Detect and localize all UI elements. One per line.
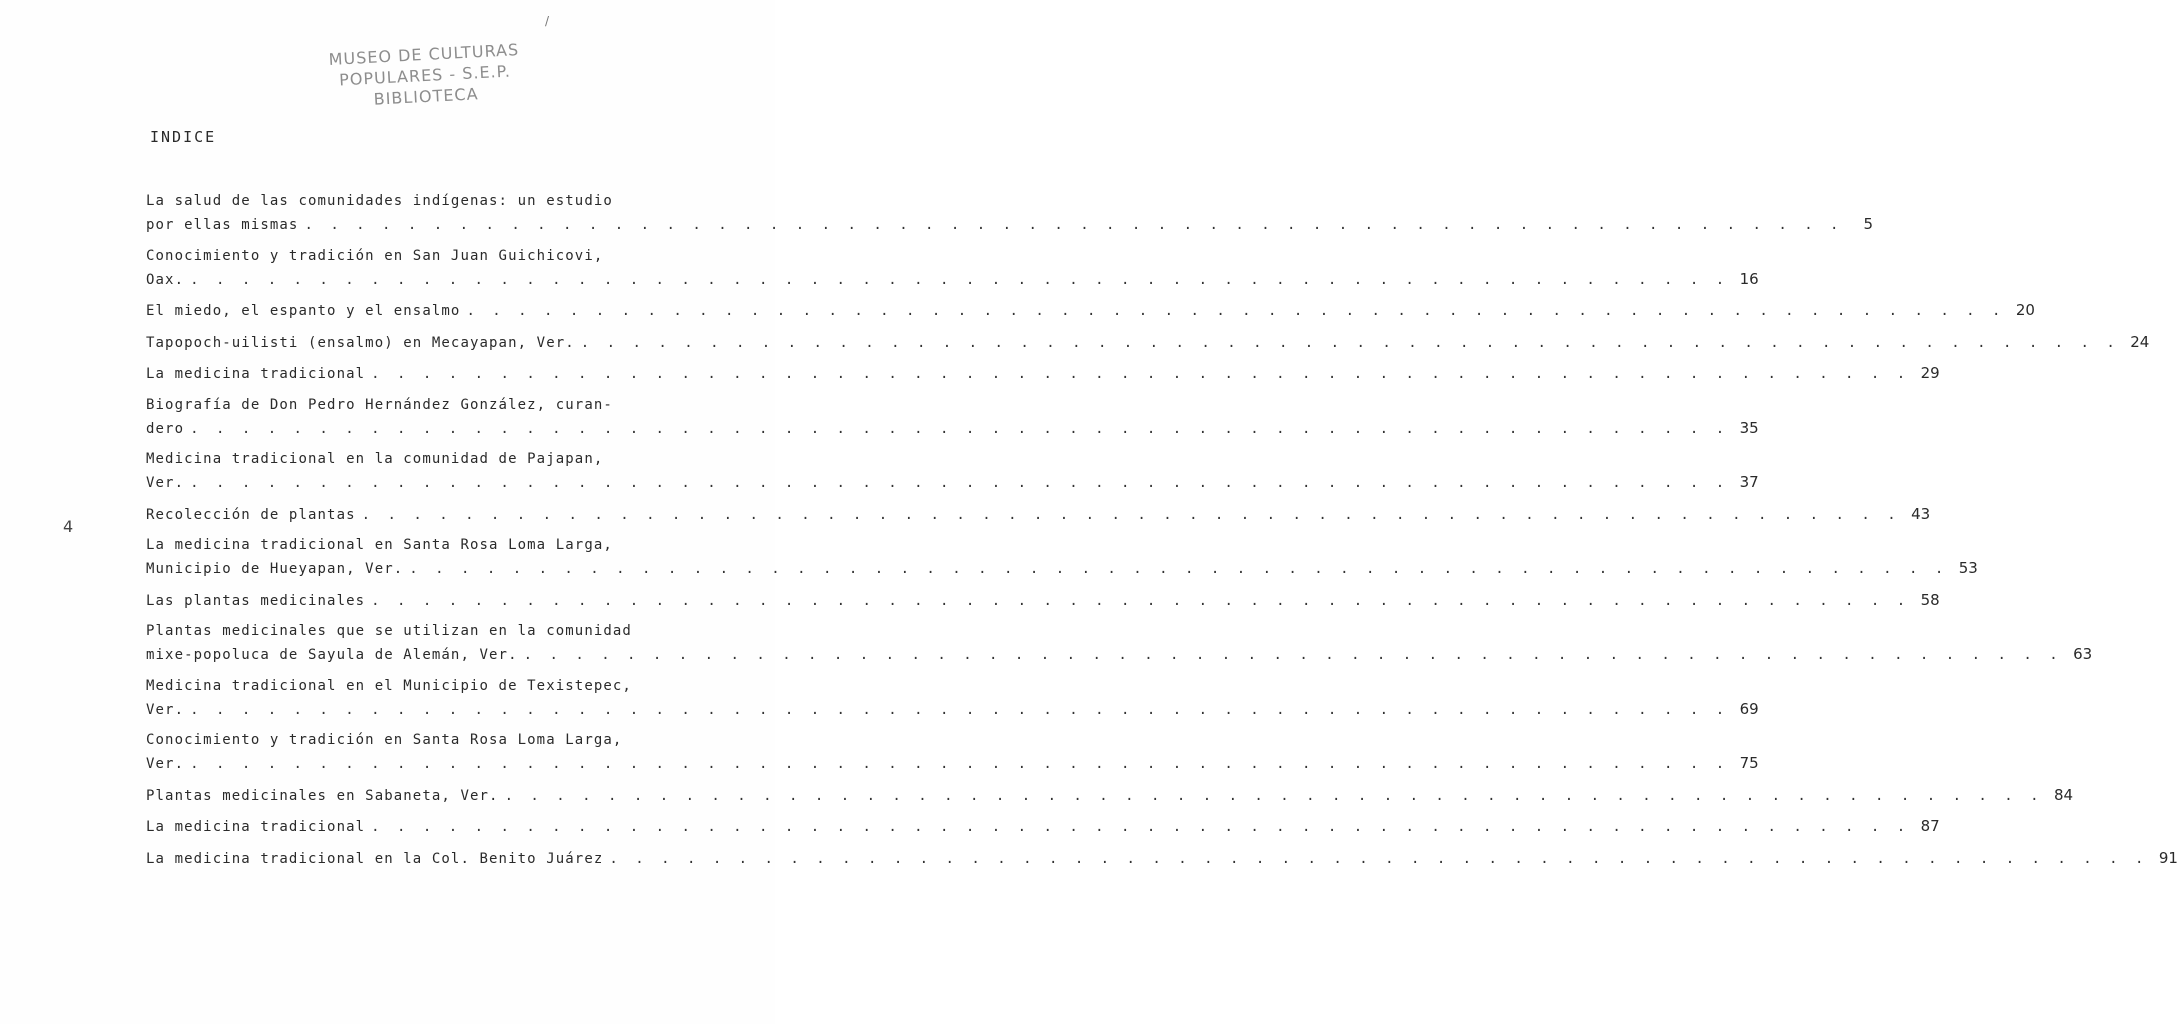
toc-entry-leader-line <box>146 643 2093 666</box>
toc-entry-title: La medicina tradicional <box>146 366 366 382</box>
toc-entry-title: Ver. <box>146 756 185 772</box>
toc-entry-leader-line <box>146 213 1873 236</box>
toc-entry-title-line <box>146 245 714 268</box>
toc-entry-title: Plantas medicinales que se utilizan en la comunidad <box>146 623 632 639</box>
toc-entry-title: La medicina tradicional <box>146 819 366 835</box>
toc-entry-page-number: 5 <box>1863 215 1873 233</box>
toc-entry-leader-line <box>146 362 1940 385</box>
toc-entry <box>146 675 1759 721</box>
toc-entry-title-line <box>146 448 714 471</box>
toc-entry-title-line <box>146 620 714 643</box>
toc-entry-leader-line <box>146 847 2178 870</box>
toc-entry-title: Biografía de Don Pedro Hernández González, curan- <box>146 396 613 413</box>
toc-entry-title-line <box>146 190 714 213</box>
toc-entry <box>146 847 2178 870</box>
toc-entry-page-number: 24 <box>2130 332 2150 351</box>
stamp-line-3: BIBLIOTECA <box>373 84 479 109</box>
dot-leader: . . . . . . . . . . . . . . . . . . . . . . . . . . . . . . . . . . . . . . . . . . . . . . . . . . . . . . . . . . . . <box>409 561 1948 577</box>
toc-entry-leader-line <box>146 503 1931 526</box>
dot-leader: . . . . . . . . . . . . . . . . . . . . . . . . . . . . . . . . . . . . . . . . . . . . . . . . . . . . . . . . . . . . <box>609 850 2148 867</box>
toc-entry-page-number: 16 <box>1739 269 1759 288</box>
toc-entry-page-number: 53 <box>1958 559 1978 577</box>
toc-entry-leader-line <box>146 752 1759 775</box>
stamp-line-1: MUSEO DE CULTURAS <box>328 40 520 70</box>
toc-entry-title: Oax. <box>146 271 185 288</box>
dot-leader: . . . . . . . . . . . . . . . . . . . . . . . . . . . . . . . . . . . . . . . . . . . . . . . . . . . . . . . . . . . . <box>304 217 1843 233</box>
toc-entry <box>146 190 1873 236</box>
toc-entry <box>146 784 2074 807</box>
toc-entry <box>146 589 1940 612</box>
toc-entry-title: Medicina tradicional en el Municipio de Texistepec, <box>146 677 632 694</box>
dot-leader: . . . . . . . . . . . . . . . . . . . . . . . . . . . . . . . . . . . . . . . . . . . . . . . . . . . . . . . . . . . . <box>371 592 1910 609</box>
index-heading: INDICE <box>150 128 217 146</box>
toc-entry <box>146 620 2093 666</box>
toc-entry-page-number: 58 <box>1920 590 1940 609</box>
dot-leader: . . . . . . . . . . . . . . . . . . . . . . . . . . . . . . . . . . . . . . . . . . . . . . . . . . . . . . . . . . . . <box>523 647 2063 663</box>
pencil-mark: / <box>545 14 550 28</box>
toc-entry-leader-line <box>146 557 1978 580</box>
toc-entry-title-line <box>146 534 714 557</box>
toc-entry-title: Conocimiento y tradición en Santa Rosa Loma Larga, <box>146 732 623 748</box>
stamp-line-2: POPULARES - S.E.P. <box>338 61 512 90</box>
dot-leader: . . . . . . . . . . . . . . . . . . . . . . . . . . . . . . . . . . . . . . . . . . . . . . . . . . . . . . . . . . . . <box>371 819 1910 835</box>
toc-entry-page-number: 35 <box>1739 418 1759 437</box>
margin-page-mark: 4 <box>63 517 74 536</box>
toc-entry-leader-line <box>146 471 1759 494</box>
dot-leader: . . . . . . . . . . . . . . . . . . . . . . . . . . . . . . . . . . . . . . . . . . . . . . . . . . . . . . . . . . . . <box>504 787 2044 804</box>
dot-leader: . . . . . . . . . . . . . . . . . . . . . . . . . . . . . . . . . . . . . . . . . . . . . . . . . . . . . . . . . . . . <box>190 271 1729 288</box>
toc-entry-title: Plantas medicinales en Sabaneta, Ver. <box>146 787 499 804</box>
toc-entry-title: Ver. <box>146 475 185 491</box>
toc-entry-page-number: 29 <box>1920 364 1940 382</box>
dot-leader: . . . . . . . . . . . . . . . . . . . . . . . . . . . . . . . . . . . . . . . . . . . . . . . . . . . . . . . . . . . . <box>580 334 2120 351</box>
toc-entry <box>146 245 1759 291</box>
toc-entry-title: La medicina tradicional en la Col. Benito Juárez <box>146 850 604 867</box>
toc-entry <box>146 534 1978 580</box>
toc-entry <box>146 503 1931 526</box>
dot-leader: . . . . . . . . . . . . . . . . . . . . . . . . . . . . . . . . . . . . . . . . . . . . . . . . . . . . . . . . . . . . <box>190 475 1729 491</box>
toc-entry-leader-line <box>146 299 2035 322</box>
toc-entry-page-number: 37 <box>1739 473 1759 491</box>
toc-entry <box>146 448 1759 494</box>
toc-entry-title: Las plantas medicinales <box>146 592 366 609</box>
toc-entry-title: Medicina tradicional en la comunidad de Pajapan, <box>146 451 604 467</box>
toc-entry-title: Recolección de plantas <box>146 506 356 523</box>
toc-entry-leader-line <box>146 815 1940 838</box>
toc-entry-title: La salud de las comunidades indígenas: un estudio <box>146 193 613 209</box>
toc-entry <box>146 729 1759 775</box>
toc-entry-title: Tapopoch-uilisti (ensalmo) en Mecayapan, Ver. <box>146 334 575 351</box>
toc-entry <box>146 362 1940 385</box>
toc-entry-page-number: 87 <box>1920 817 1940 835</box>
toc-entry-title-line <box>146 675 714 698</box>
toc-entry-title: El miedo, el espanto y el ensalmo <box>146 303 461 319</box>
toc-entry-title-line <box>146 394 714 417</box>
toc-entry-page-number: 63 <box>2073 645 2093 663</box>
library-stamp <box>299 38 552 114</box>
toc-entry <box>146 299 2035 322</box>
toc-entry-title: dero <box>146 420 185 437</box>
toc-entry-leader-line <box>146 589 1940 612</box>
toc-entry-page-number: 43 <box>1911 504 1931 523</box>
toc-entry-page-number: 84 <box>2054 785 2074 804</box>
toc-entry-leader-line <box>146 268 1759 291</box>
toc-entry-page-number: 91 <box>2158 848 2178 867</box>
toc-entry-leader-line <box>146 698 1759 721</box>
toc-entry-title: Municipio de Hueyapan, Ver. <box>146 561 404 577</box>
dot-leader: . . . . . . . . . . . . . . . . . . . . . . . . . . . . . . . . . . . . . . . . . . . . . . . . . . . . . . . . . . . . <box>190 701 1729 718</box>
dot-leader: . . . . . . . . . . . . . . . . . . . . . . . . . . . . . . . . . . . . . . . . . . . . . . . . . . . . . . . . . . . . <box>466 303 2005 319</box>
toc-entry-title: por ellas mismas <box>146 217 299 233</box>
toc-entry-page-number: 75 <box>1739 754 1759 772</box>
toc-entry-title: Ver. <box>146 701 185 718</box>
toc-entry-leader-line <box>146 784 2074 807</box>
toc-entry-leader-line <box>146 417 1759 440</box>
toc-entry-title-line <box>146 729 714 752</box>
toc-entry <box>146 331 2150 354</box>
toc-entry-title: La medicina tradicional en Santa Rosa Loma Larga, <box>146 537 613 553</box>
dot-leader: . . . . . . . . . . . . . . . . . . . . . . . . . . . . . . . . . . . . . . . . . . . . . . . . . . . . . . . . . . . . <box>361 506 1901 523</box>
dot-leader: . . . . . . . . . . . . . . . . . . . . . . . . . . . . . . . . . . . . . . . . . . . . . . . . . . . . . . . . . . . . <box>371 366 1910 382</box>
toc-entry-leader-line <box>146 331 2150 354</box>
dot-leader: . . . . . . . . . . . . . . . . . . . . . . . . . . . . . . . . . . . . . . . . . . . . . . . . . . . . . . . . . . . . <box>190 756 1729 772</box>
toc-entry <box>146 394 1759 440</box>
toc-entry-title: mixe-popoluca de Sayula de Alemán, Ver. <box>146 647 518 663</box>
dot-leader: . . . . . . . . . . . . . . . . . . . . . . . . . . . . . . . . . . . . . . . . . . . . . . . . . . . . . . . . . . . . <box>190 420 1729 437</box>
toc-entry <box>146 815 1940 838</box>
toc-entry-title: Conocimiento y tradición en San Juan Guichicovi, <box>146 247 604 264</box>
toc-entry-page-number: 20 <box>2015 301 2035 319</box>
toc-entry-page-number: 69 <box>1739 699 1759 718</box>
